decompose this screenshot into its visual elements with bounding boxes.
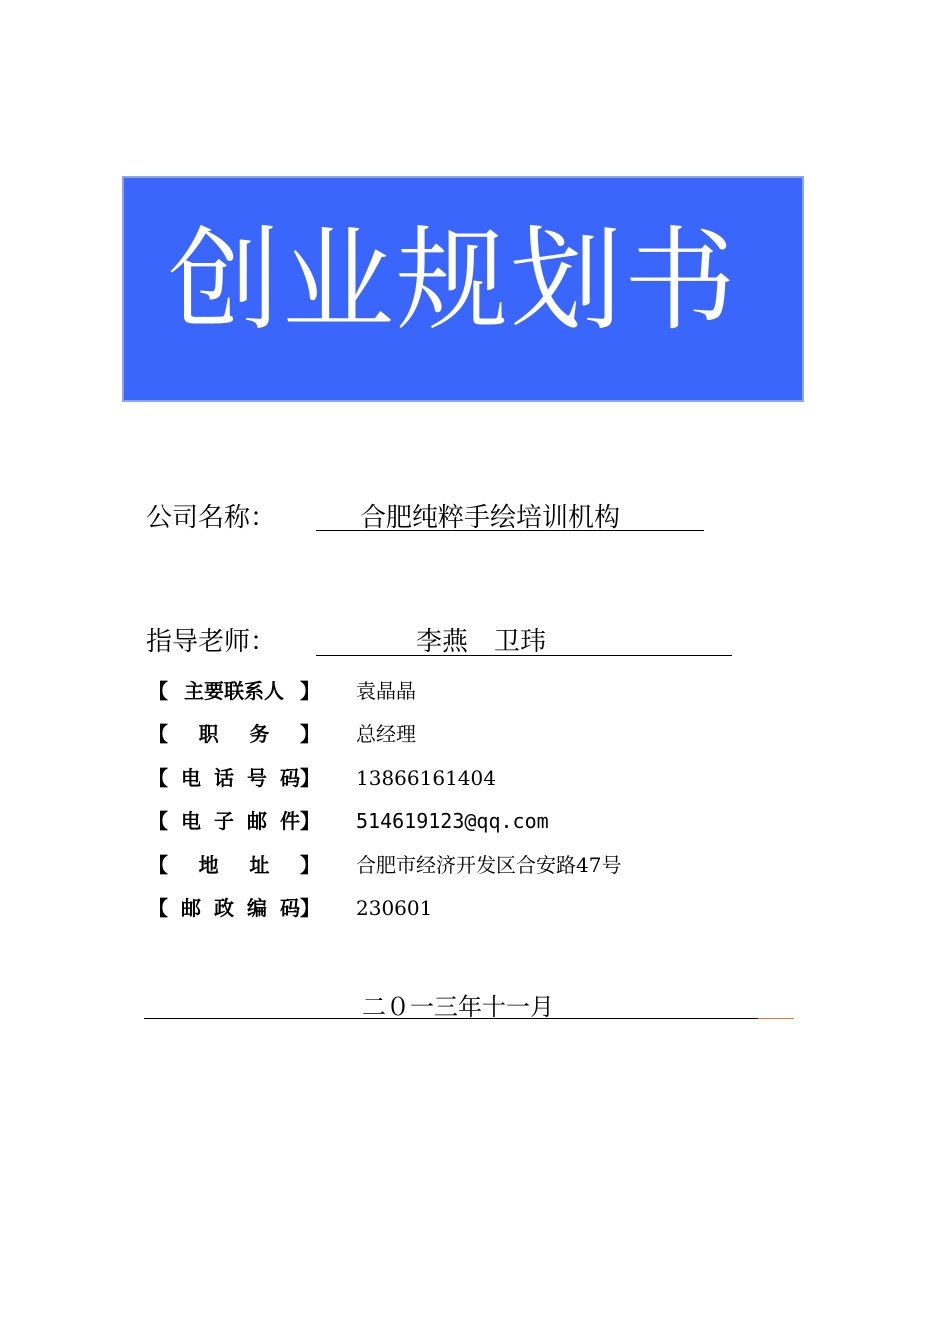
contact-row-postcode [148,893,768,936]
document-title: 创业规划书 [168,216,738,346]
phone-value: 13866161404 [356,765,496,790]
company-name-field [146,500,806,540]
contact-row-email [148,806,768,849]
postcode-value: 230601 [356,895,433,920]
contact-label: 【 主要联系人 】 [148,679,320,703]
advisor-value: 李燕 卫玮 [416,627,547,657]
contact-value: 袁晶晶 [356,679,416,703]
document-date: 二０一三年十一月 [362,993,554,1021]
date-footer [144,990,796,1022]
email-label: 【 电 子 邮 件】 [148,809,320,834]
address-value: 合肥市经济开发区合安路47号 [356,852,622,877]
position-label: 【 职 务 】 [148,722,320,747]
date-underline-accent [758,1018,794,1019]
contact-row-position [148,719,768,762]
advisor-label: 指导老师： [146,627,277,657]
contact-info-list [148,676,768,936]
postcode-label: 【 邮 政 编 码】 [148,895,320,920]
address-label: 【 地 址 】 [148,852,320,877]
advisor-field [146,624,806,664]
title-banner [122,176,804,402]
contact-row-address [148,850,768,893]
company-name-value: 合肥纯粹手绘培训机构 [360,503,621,533]
phone-label: 【 电 话 号 码】 [148,765,320,790]
position-value: 总经理 [356,722,416,747]
contact-row-phone [148,763,768,806]
email-value: 514619123@qq.com [356,809,549,834]
contact-row-primary [148,676,768,719]
company-name-label: 公司名称： [146,503,277,533]
